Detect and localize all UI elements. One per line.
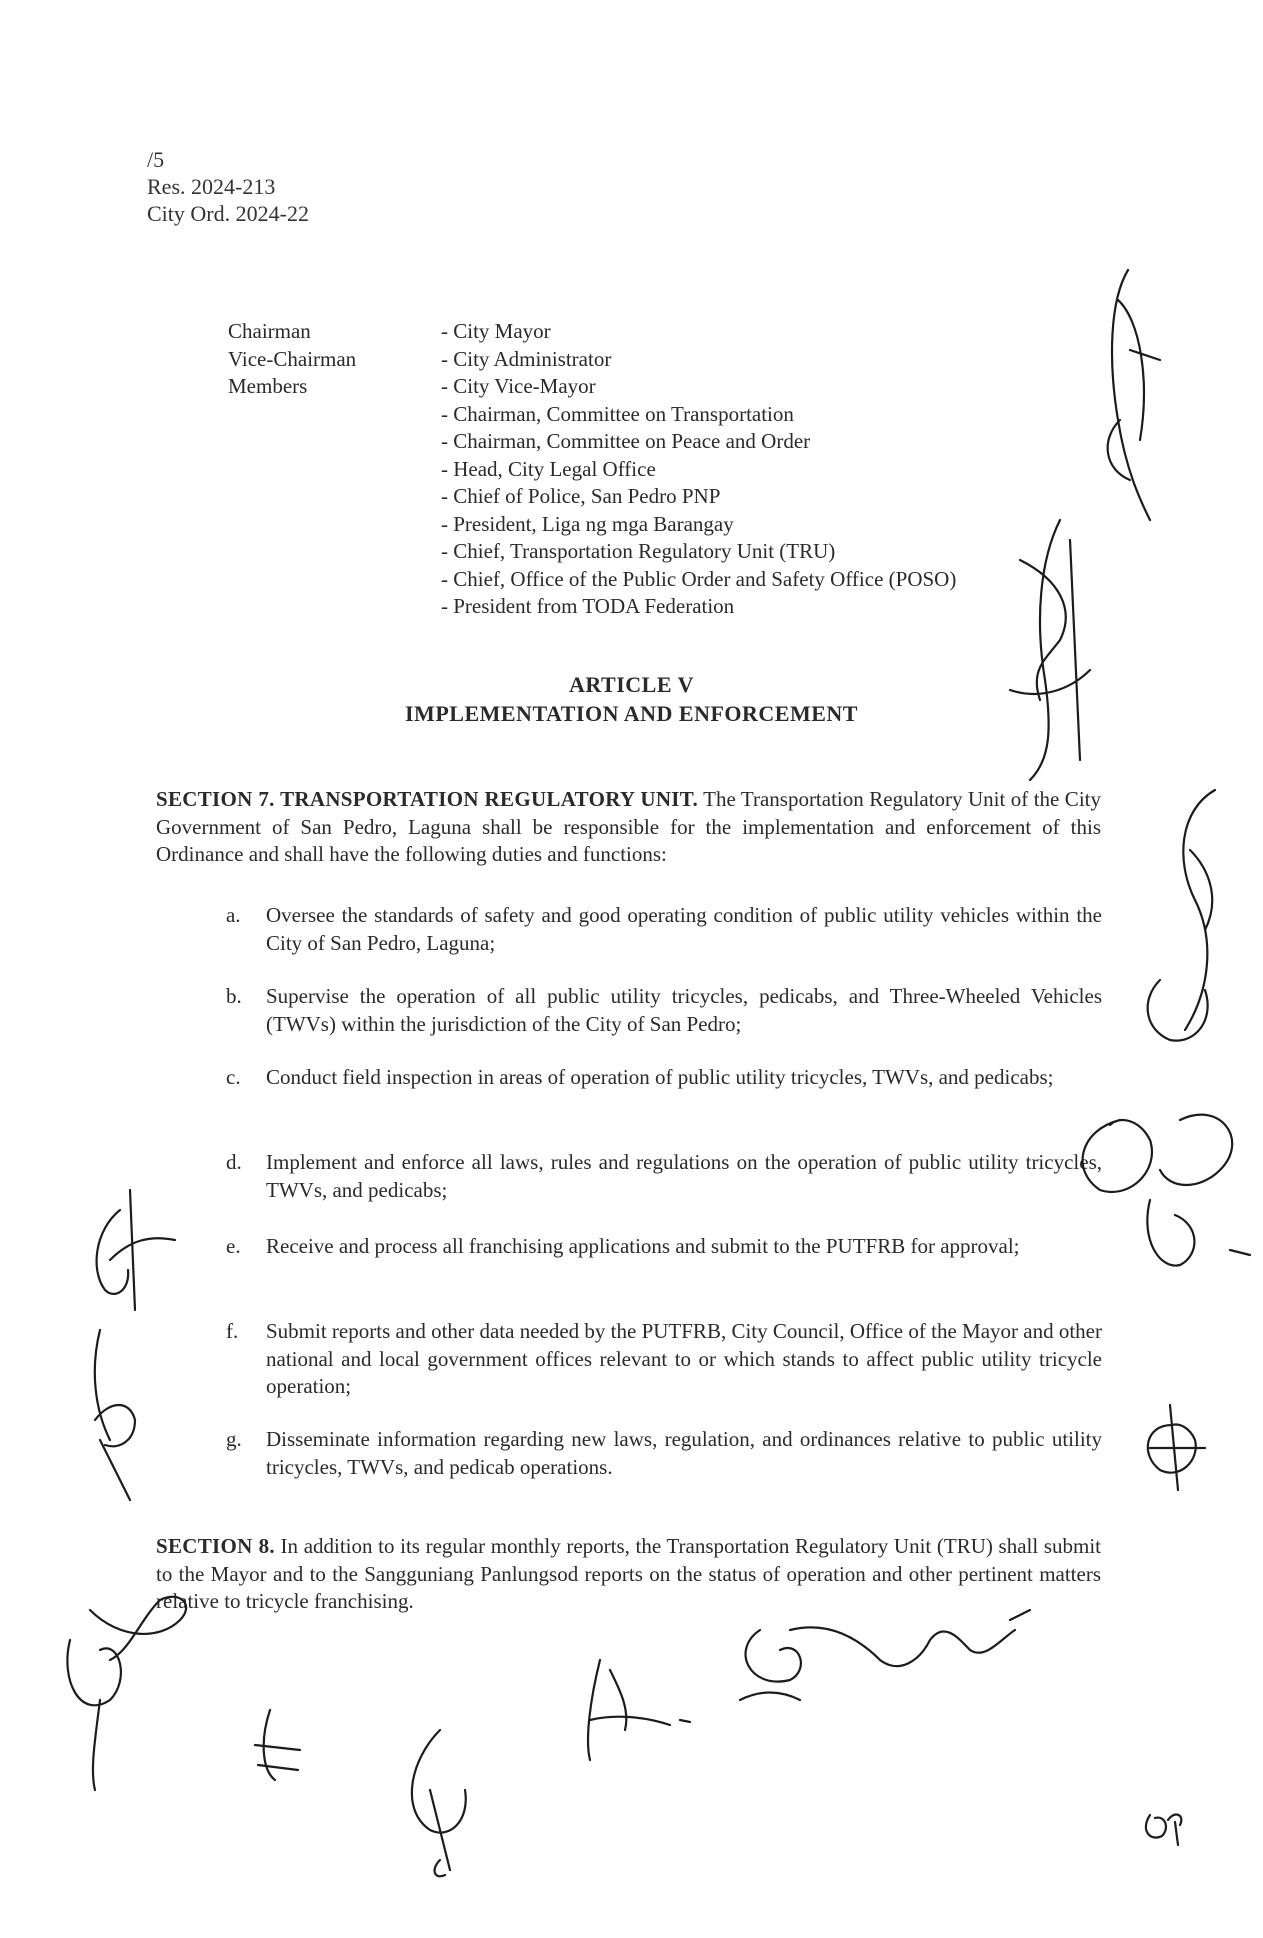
item-text: Supervise the operation of all public utility tricycles, pedicabs, and Three-Wheeled Vehicles (TWVs) within the jurisdiction of the City of San Pedro; xyxy=(266,984,1102,1036)
committee-member: - President from TODA Federation xyxy=(441,594,735,618)
section-7-paragraph xyxy=(156,786,1101,869)
committee-member: - President, Liga ng mga Barangay xyxy=(441,511,734,536)
signature-bottom-right xyxy=(740,1610,1030,1700)
section-8-heading: SECTION 8. xyxy=(156,1534,275,1558)
item-letter: a. xyxy=(226,903,241,927)
committee-member: - Chief, Transportation Regulatory Unit (TRU) xyxy=(441,539,836,563)
role-vice-chairman: Vice-Chairman xyxy=(228,346,357,371)
signature-circle-cross xyxy=(1148,1405,1205,1490)
committee-member: - Chief, Office of the Public Order and Safety Office (POSO) xyxy=(441,566,957,591)
signature-bottom-initials-3 xyxy=(588,1660,690,1760)
committee-member: - Head, City Legal Office xyxy=(441,456,656,481)
article-title: IMPLEMENTATION AND ENFORCEMENT xyxy=(405,701,858,726)
article-number: ARTICLE V xyxy=(569,672,694,697)
signature-loops-right xyxy=(1083,1115,1250,1266)
page-number: /5 xyxy=(147,147,165,172)
item-text: Implement and enforce all laws, rules and regulations on the operation of public utility tricycles, TWVs, and pedicabs; xyxy=(266,1150,1102,1202)
item-text: Receive and process all franchising applications and submit to the PUTFRB for approval; xyxy=(266,1234,1020,1258)
item-text: Conduct field inspection in areas of operation of public utility tricycles, TWVs, and pedicabs; xyxy=(266,1065,1054,1089)
item-letter: b. xyxy=(226,984,242,1008)
section-8-paragraph xyxy=(156,1533,1101,1616)
signature-bottom-initials-1 xyxy=(255,1710,300,1780)
item-letter: f. xyxy=(226,1319,239,1343)
item-text: Disseminate information regarding new laws, regulation, and ordinances relative to public utility tricycles, TWVs, and pedicab operations. xyxy=(266,1427,1102,1479)
committee-members-list xyxy=(441,318,1101,621)
signature-left-margin-lower xyxy=(95,1330,135,1500)
signature-initials-top-right xyxy=(1108,270,1160,520)
section-7-heading: SECTION 7. TRANSPORTATION REGULATORY UNIT. xyxy=(156,787,699,811)
committee-member: - City Mayor xyxy=(441,319,551,343)
signature-bottom-corner-initials xyxy=(1146,1815,1181,1845)
item-letter: e. xyxy=(226,1234,241,1258)
committee-member: - City Vice-Mayor xyxy=(441,374,596,398)
committee-member: - City Administrator xyxy=(441,346,612,371)
resolution-number: Res. 2024-213 xyxy=(147,174,276,199)
item-letter: d. xyxy=(226,1150,242,1174)
document-header xyxy=(147,146,309,227)
role-members: Members xyxy=(228,374,308,398)
item-text: Submit reports and other data needed by the PUTFRB, City Council, Office of the Mayor and other national and local government offices relevant to or which stands to affect public utility tricycle operation; xyxy=(266,1319,1102,1398)
section-8-body: In addition to its regular monthly reports, the Transportation Regulatory Unit (TRU) shall submit to the Mayor and to the Sangguniang Panlungsod reports on the status of operation and other pertinent matters relative to tricycle franchising. xyxy=(156,1534,1101,1613)
signature-bottom-left-loops xyxy=(67,1597,186,1790)
signature-bottom-initials-2 xyxy=(412,1730,466,1876)
section-7-body: The Transportation Regulatory Unit of the City Government of San Pedro, Laguna shall be responsible for the implementation and enforcement of this Ordinance and shall have the following duties and functions: xyxy=(156,787,1101,866)
committee-roles xyxy=(228,318,356,401)
signature-left-margin-upper xyxy=(97,1190,175,1310)
item-letter: c. xyxy=(226,1065,241,1089)
committee-member: - Chairman, Committee on Peace and Order xyxy=(441,429,811,453)
signature-right-margin-middle xyxy=(1148,790,1215,1041)
committee-member: - Chairman, Committee on Transportation xyxy=(441,401,794,426)
role-chairman: Chairman xyxy=(228,319,311,343)
item-text: Oversee the standards of safety and good operating condition of public utility vehicles within the City of San Pedro, Laguna; xyxy=(266,903,1102,955)
ordinance-number: City Ord. 2024-22 xyxy=(147,201,309,226)
committee-member: - Chief of Police, San Pedro PNP xyxy=(441,484,721,508)
item-letter: g. xyxy=(226,1427,242,1451)
